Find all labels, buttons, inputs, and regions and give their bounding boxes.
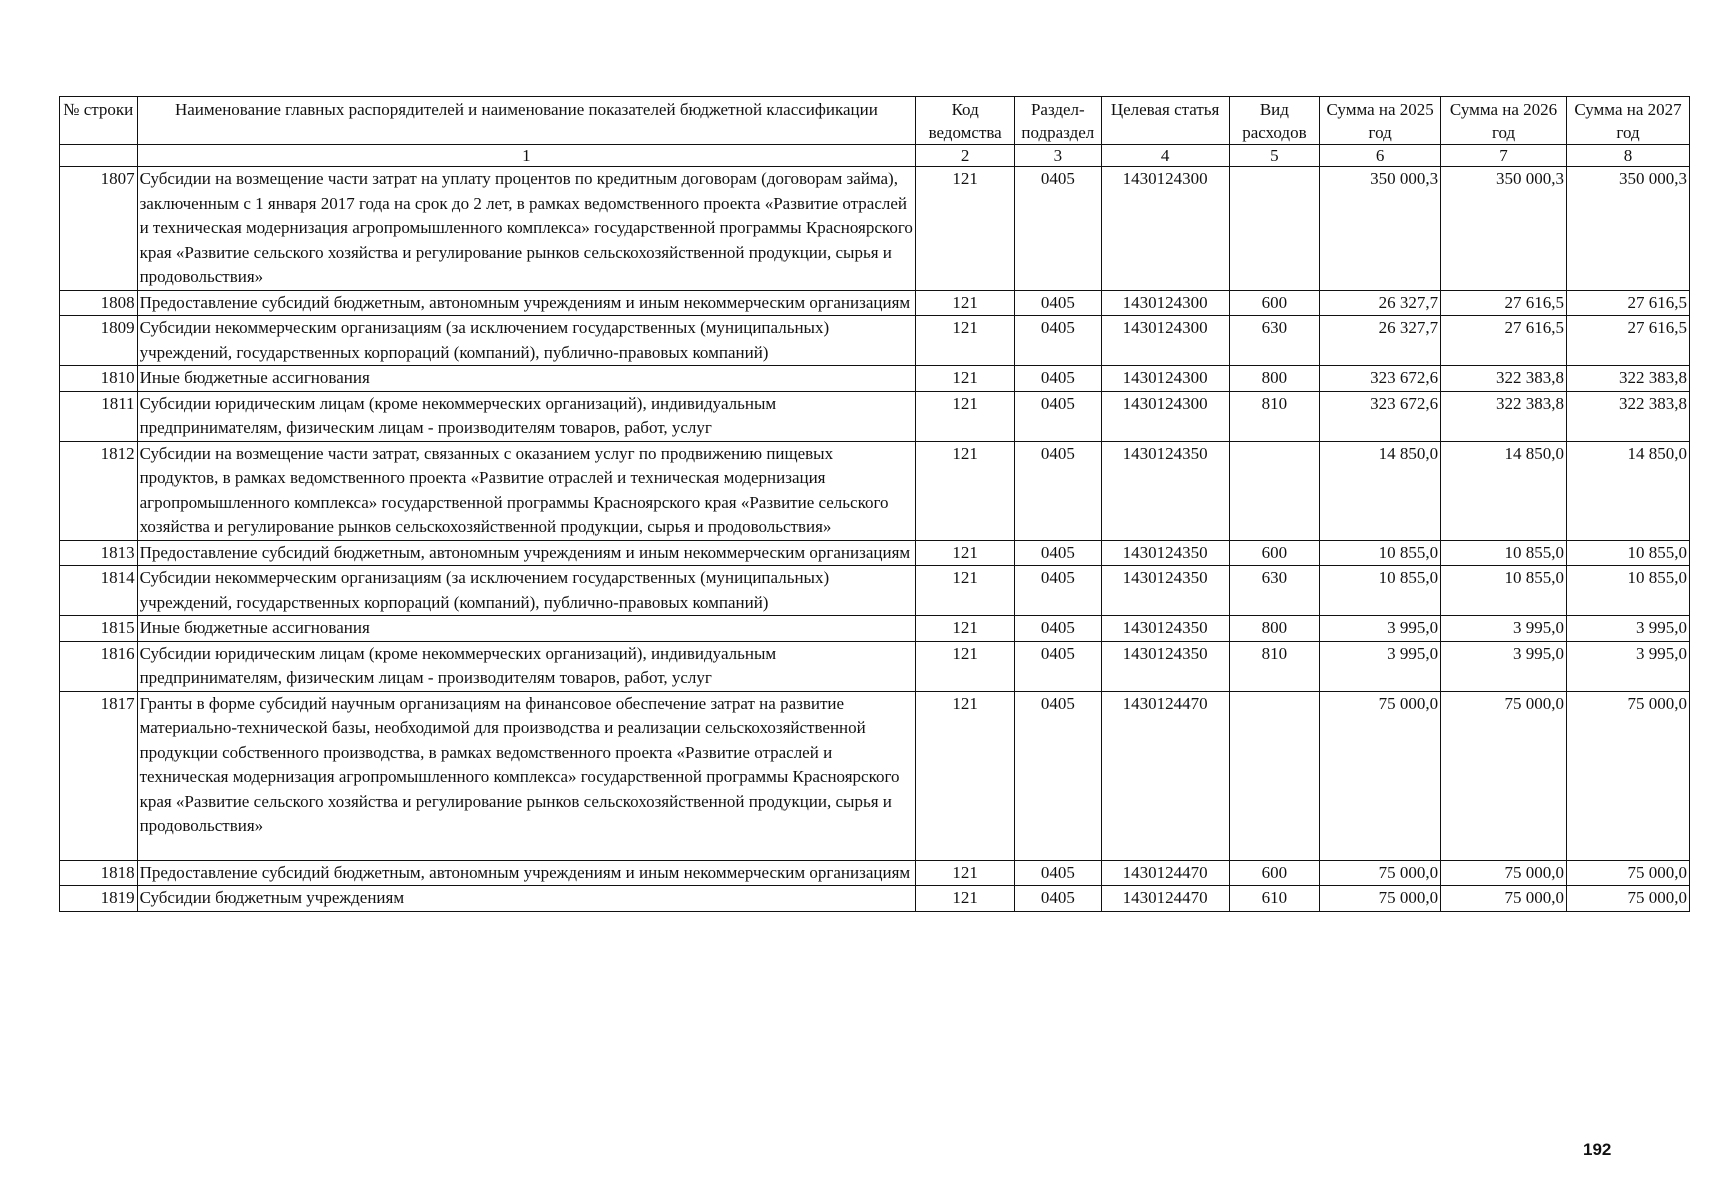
row-dept-code: 121 [916,566,1015,616]
row-target: 1430124350 [1101,641,1229,691]
header-expense-type: Вид расходов [1229,97,1320,145]
row-sum-2025: 26 327,7 [1320,290,1441,316]
row-sum-2026: 10 855,0 [1441,566,1567,616]
row-sum-2026: 75 000,0 [1441,691,1567,860]
row-target: 1430124470 [1101,860,1229,886]
row-name: Субсидии юридическим лицам (кроме некоммерческих организаций), индивидуальным предпринимателям, физическим лицам - производителям товаров, работ, услуг [137,641,916,691]
row-expense-type: 630 [1229,566,1320,616]
row-dept-code: 121 [916,616,1015,642]
row-name: Субсидии на возмещение части затрат, связанных с оказанием услуг по продвижению пищевых продуктов, в рамках ведомственного проекта «Развитие отраслей и техническая модернизация агропромышленного комплекса» государственной программы Красноярского края «Развитие сельского хозяйства и регулирование рынков сельскохозяйственной продукции, сырья и продовольствия» [137,441,916,540]
row-target: 1430124350 [1101,616,1229,642]
table-row [60,641,1690,691]
row-number: 1816 [60,641,138,691]
row-section: 0405 [1015,366,1102,392]
header-dept-code: Код ведомства [916,97,1015,145]
row-name: Гранты в форме субсидий научным организациям на финансовое обеспечение затрат на развитие материально-технической базы, необходимой для производства и реализации сельскохозяйственной продукции собственного производства, в рамках ведомственного проекта «Развитие отраслей и техническая модернизация агропромышленного комплекса» государственной программы Красноярского края «Развитие сельского хозяйства и регулирование рынков сельскохозяйственной продукции, сырья и продовольствия» [137,691,916,860]
row-expense-type: 810 [1229,391,1320,441]
header-target: Целевая статья [1101,97,1229,145]
row-section: 0405 [1015,616,1102,642]
row-expense-type [1229,691,1320,860]
row-number: 1811 [60,391,138,441]
header-sum-2026: Сумма на 2026 год [1441,97,1567,145]
row-number: 1808 [60,290,138,316]
row-dept-code: 121 [916,886,1015,912]
column-number: 1 [137,145,916,167]
row-expense-type: 800 [1229,366,1320,392]
row-sum-2027: 322 383,8 [1567,366,1690,392]
row-sum-2027: 350 000,3 [1567,167,1690,291]
header-row [60,97,1690,145]
column-number: 2 [916,145,1015,167]
row-number: 1812 [60,441,138,540]
row-expense-type: 800 [1229,616,1320,642]
row-sum-2025: 10 855,0 [1320,540,1441,566]
row-sum-2025: 3 995,0 [1320,641,1441,691]
row-dept-code: 121 [916,540,1015,566]
row-dept-code: 121 [916,316,1015,366]
row-section: 0405 [1015,566,1102,616]
page-number: 192 [1583,1140,1612,1159]
column-number: 7 [1441,145,1567,167]
row-sum-2025: 323 672,6 [1320,391,1441,441]
row-name: Предоставление субсидий бюджетным, автономным учреждениям и иным некоммерческим организациям [137,290,916,316]
row-number: 1814 [60,566,138,616]
row-sum-2026: 75 000,0 [1441,860,1567,886]
row-sum-2025: 10 855,0 [1320,566,1441,616]
row-dept-code: 121 [916,391,1015,441]
row-number: 1818 [60,860,138,886]
column-number-empty [60,145,138,167]
row-sum-2027: 10 855,0 [1567,566,1690,616]
row-target: 1430124300 [1101,290,1229,316]
row-sum-2027: 322 383,8 [1567,391,1690,441]
row-section: 0405 [1015,540,1102,566]
table-row [60,290,1690,316]
row-target: 1430124300 [1101,391,1229,441]
row-name: Иные бюджетные ассигнования [137,366,916,392]
row-sum-2025: 3 995,0 [1320,616,1441,642]
row-target: 1430124470 [1101,691,1229,860]
row-section: 0405 [1015,641,1102,691]
table-row [60,860,1690,886]
row-number: 1819 [60,886,138,912]
row-expense-type: 600 [1229,860,1320,886]
row-sum-2027: 3 995,0 [1567,616,1690,642]
row-section: 0405 [1015,691,1102,860]
row-expense-type: 600 [1229,290,1320,316]
row-section: 0405 [1015,860,1102,886]
row-name: Субсидии бюджетным учреждениям [137,886,916,912]
column-number: 3 [1015,145,1102,167]
row-sum-2026: 322 383,8 [1441,366,1567,392]
row-sum-2025: 26 327,7 [1320,316,1441,366]
row-section: 0405 [1015,290,1102,316]
row-sum-2027: 14 850,0 [1567,441,1690,540]
row-dept-code: 121 [916,860,1015,886]
table-row [60,691,1690,860]
row-section: 0405 [1015,316,1102,366]
row-sum-2027: 27 616,5 [1567,316,1690,366]
row-section: 0405 [1015,391,1102,441]
row-name: Предоставление субсидий бюджетным, автономным учреждениям и иным некоммерческим организациям [137,540,916,566]
row-section: 0405 [1015,167,1102,291]
column-number-row [60,145,1690,167]
row-name: Субсидии юридическим лицам (кроме некоммерческих организаций), индивидуальным предпринимателям, физическим лицам - производителям товаров, работ, услуг [137,391,916,441]
row-name: Субсидии некоммерческим организациям (за исключением государственных (муниципальных) учреждений, государственных корпораций (компаний), публично-правовых компаний) [137,316,916,366]
row-target: 1430124350 [1101,566,1229,616]
row-sum-2026: 3 995,0 [1441,641,1567,691]
row-section: 0405 [1015,441,1102,540]
row-number: 1807 [60,167,138,291]
row-dept-code: 121 [916,641,1015,691]
row-sum-2025: 75 000,0 [1320,691,1441,860]
row-dept-code: 121 [916,167,1015,291]
row-sum-2027: 3 995,0 [1567,641,1690,691]
row-dept-code: 121 [916,441,1015,540]
column-number: 5 [1229,145,1320,167]
row-name: Иные бюджетные ассигнования [137,616,916,642]
row-target: 1430124350 [1101,540,1229,566]
row-sum-2027: 27 616,5 [1567,290,1690,316]
row-dept-code: 121 [916,290,1015,316]
row-expense-type: 810 [1229,641,1320,691]
column-number: 4 [1101,145,1229,167]
row-sum-2026: 10 855,0 [1441,540,1567,566]
row-dept-code: 121 [916,691,1015,860]
row-sum-2027: 75 000,0 [1567,860,1690,886]
row-number: 1810 [60,366,138,392]
row-expense-type [1229,167,1320,291]
row-expense-type: 630 [1229,316,1320,366]
row-sum-2027: 10 855,0 [1567,540,1690,566]
row-sum-2026: 75 000,0 [1441,886,1567,912]
table-row [60,391,1690,441]
row-target: 1430124470 [1101,886,1229,912]
table-row [60,167,1690,291]
row-sum-2025: 323 672,6 [1320,366,1441,392]
table-row [60,366,1690,392]
row-sum-2025: 75 000,0 [1320,886,1441,912]
row-number: 1815 [60,616,138,642]
table-row [60,441,1690,540]
row-name: Предоставление субсидий бюджетным, автономным учреждениям и иным некоммерческим организациям [137,860,916,886]
row-sum-2027: 75 000,0 [1567,886,1690,912]
row-target: 1430124350 [1101,441,1229,540]
header-sum-2025: Сумма на 2025 год [1320,97,1441,145]
row-dept-code: 121 [916,366,1015,392]
column-number: 8 [1567,145,1690,167]
row-target: 1430124300 [1101,366,1229,392]
row-sum-2025: 350 000,3 [1320,167,1441,291]
table-row [60,566,1690,616]
row-number: 1817 [60,691,138,860]
row-sum-2026: 14 850,0 [1441,441,1567,540]
row-expense-type: 600 [1229,540,1320,566]
row-name: Субсидии на возмещение части затрат на уплату процентов по кредитным договорам (договорам займа), заключенным с 1 января 2017 года на срок до 2 лет, в рамках ведомственного проекта «Развитие отраслей и техническая модернизация агропромышленного комплекса» государственной программы Красноярского края «Развитие сельского хозяйства и регулирование рынков сельскохозяйственной продукции, сырья и продовольствия» [137,167,916,291]
header-row-no: № строки [60,97,138,145]
row-expense-type: 610 [1229,886,1320,912]
row-sum-2026: 27 616,5 [1441,290,1567,316]
row-sum-2026: 27 616,5 [1441,316,1567,366]
row-sum-2025: 14 850,0 [1320,441,1441,540]
row-section: 0405 [1015,886,1102,912]
row-number: 1813 [60,540,138,566]
row-expense-type [1229,441,1320,540]
column-number: 6 [1320,145,1441,167]
budget-table [59,96,1690,912]
table-row [60,540,1690,566]
row-number: 1809 [60,316,138,366]
header-sum-2027: Сумма на 2027 год [1567,97,1690,145]
header-name: Наименование главных распорядителей и наименование показателей бюджетной классификации [137,97,916,145]
row-sum-2026: 322 383,8 [1441,391,1567,441]
table-row [60,886,1690,912]
row-name: Субсидии некоммерческим организациям (за исключением государственных (муниципальных) учреждений, государственных корпораций (компаний), публично-правовых компаний) [137,566,916,616]
row-sum-2026: 3 995,0 [1441,616,1567,642]
row-sum-2026: 350 000,3 [1441,167,1567,291]
row-target: 1430124300 [1101,316,1229,366]
table-row [60,316,1690,366]
row-target: 1430124300 [1101,167,1229,291]
row-sum-2027: 75 000,0 [1567,691,1690,860]
table-row [60,616,1690,642]
header-section: Раздел-подраздел [1015,97,1102,145]
row-sum-2025: 75 000,0 [1320,860,1441,886]
